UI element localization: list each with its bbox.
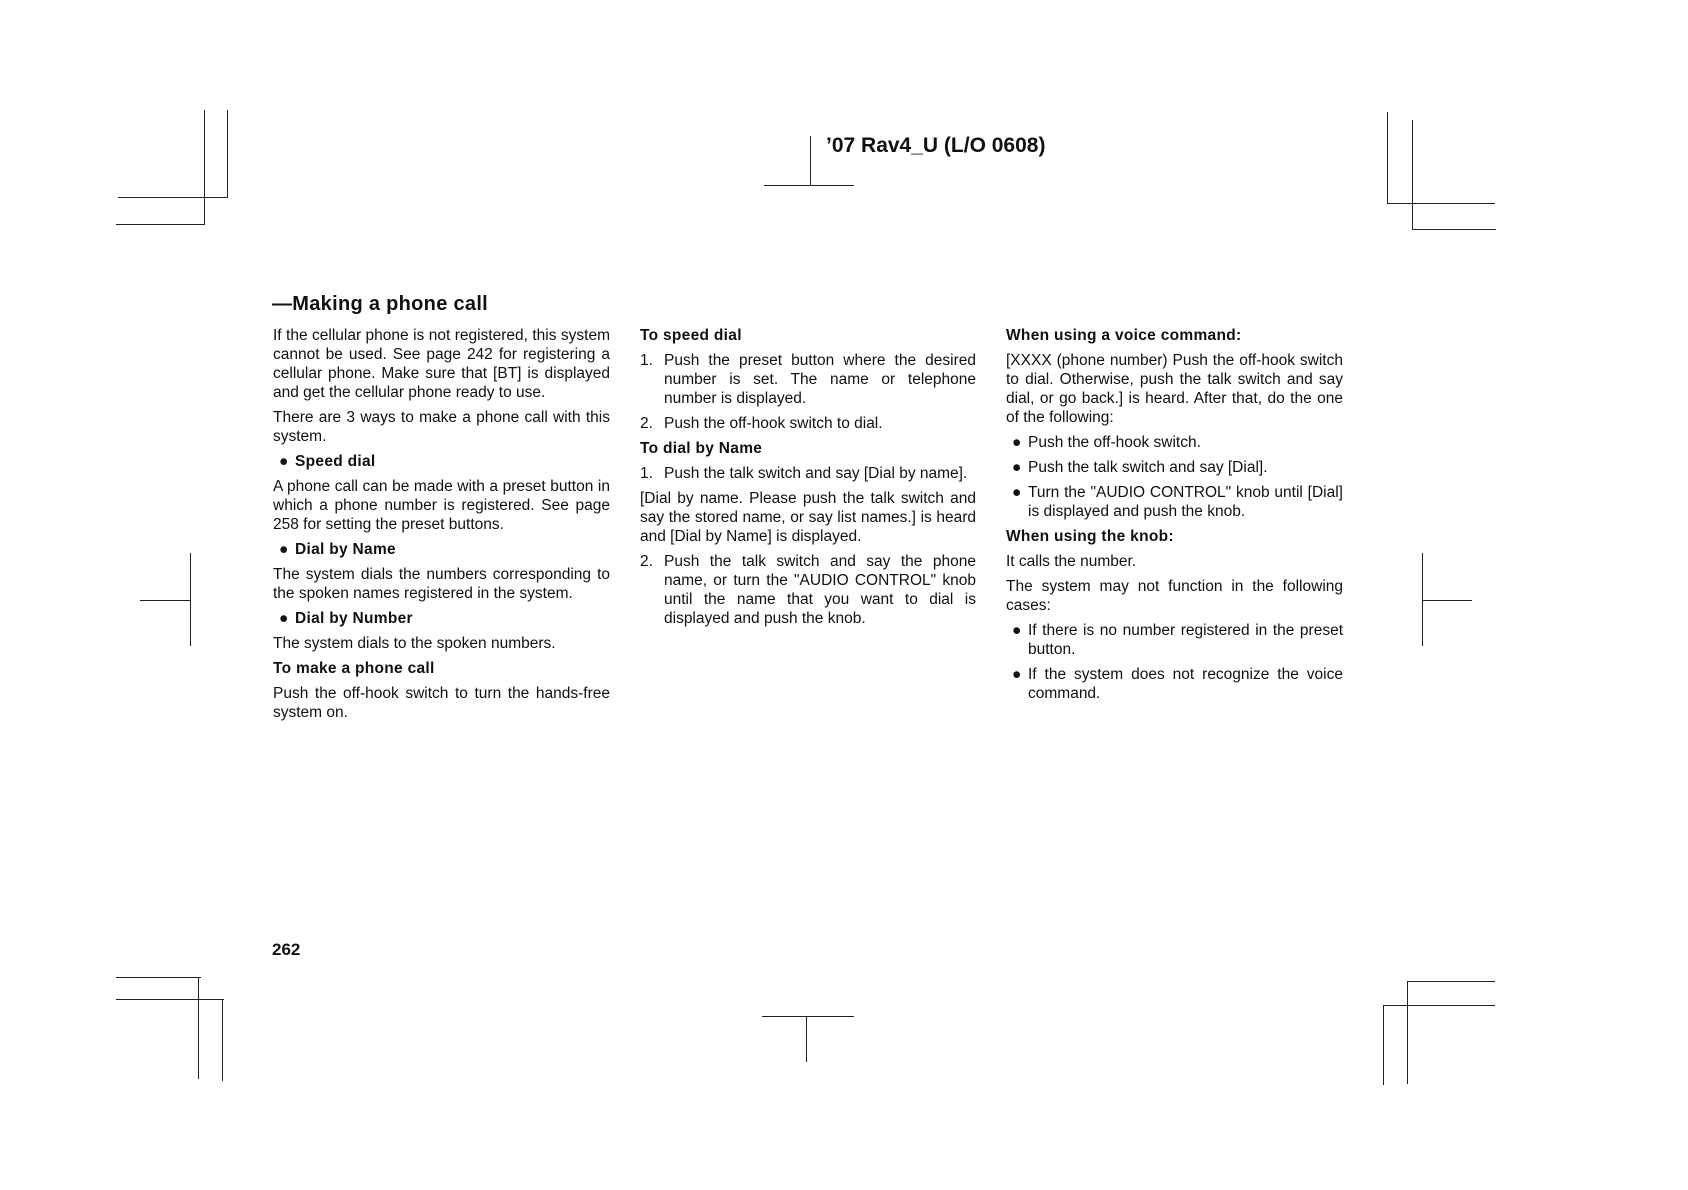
intro-paragraph: If the cellular phone is not registered, this system cannot be used. See page 242 for registering a cellular phone. Make sure that [BT] is displayed and get the cellular phone ready to use. — [273, 327, 610, 401]
list-item: 1. Push the preset button where the desired number is set. The name or telephone number is displayed. — [640, 352, 976, 407]
list-item: ● Push the talk switch and say [Dial]. — [1012, 459, 1268, 476]
make-call-heading: To make a phone call — [273, 660, 435, 677]
dial-by-name-heading: ● Dial by Name — [279, 541, 396, 558]
speed-dial-text: A phone call can be made with a preset button in which a phone number is registered. See page 258 for setting the preset buttons. — [273, 478, 610, 533]
failure-cases-text: The system may not function in the following cases: — [1006, 578, 1343, 614]
dial-by-number-text: The system dials to the spoken numbers. — [273, 635, 556, 652]
dial-by-name-text: The system dials the numbers corresponding to the spoken names registered in the system. — [273, 566, 610, 602]
ways-paragraph: There are 3 ways to make a phone call with this system. — [273, 409, 610, 445]
list-item: 2. Push the talk switch and say the phone name, or turn the "AUDIO CONTROL" knob until the name that you want to dial is displayed and push the knob. — [640, 553, 976, 627]
column-1 — [273, 326, 610, 728]
knob-text: It calls the number. — [1006, 553, 1137, 570]
list-item: 1. Push the talk switch and say [Dial by name]. — [640, 465, 968, 482]
speed-dial-subheading: To speed dial — [640, 327, 742, 344]
make-call-text: Push the off-hook switch to turn the hands-free system on. — [273, 685, 610, 721]
column-2 — [640, 326, 976, 634]
section-title: —Making a phone call — [272, 293, 489, 315]
page-number: 262 — [272, 940, 301, 959]
voice-command-heading: When using a voice command: — [1006, 327, 1242, 344]
failure-cases-list — [1006, 621, 1343, 703]
column-3 — [1006, 326, 1343, 709]
voice-command-text: [XXXX (phone number) Push the off-hook switch to dial. Otherwise, push the talk switch and say dial, or go back.] is heard. After that, do the one of the following: — [1006, 352, 1343, 426]
speed-dial-heading: ● Speed dial — [279, 453, 376, 470]
document-code-header: ’07 Rav4_U (L/O 0608) — [826, 134, 1046, 157]
dial-by-name-step-1 — [640, 464, 976, 483]
voice-command-options — [1006, 433, 1343, 521]
dial-by-name-step-2 — [640, 552, 976, 628]
dial-by-name-prompt: [Dial by name. Please push the talk switch and say the stored name, or say list names.] is heard and [Dial by Name] is displayed. — [640, 490, 976, 545]
list-item: ● Push the off-hook switch. — [1012, 434, 1201, 451]
list-item: 2. Push the off-hook switch to dial. — [640, 415, 883, 432]
list-item: ● If the system does not recognize the voice command. — [1012, 666, 1343, 702]
dial-by-number-heading: ● Dial by Number — [279, 610, 413, 627]
dial-by-name-subheading: To dial by Name — [640, 440, 763, 457]
speed-dial-steps — [640, 351, 976, 433]
knob-heading: When using the knob: — [1006, 528, 1174, 545]
list-item: ● If there is no number registered in the preset button. — [1012, 622, 1343, 658]
list-item: ● Turn the "AUDIO CONTROL" knob until [Dial] is displayed and push the knob. — [1012, 484, 1343, 520]
